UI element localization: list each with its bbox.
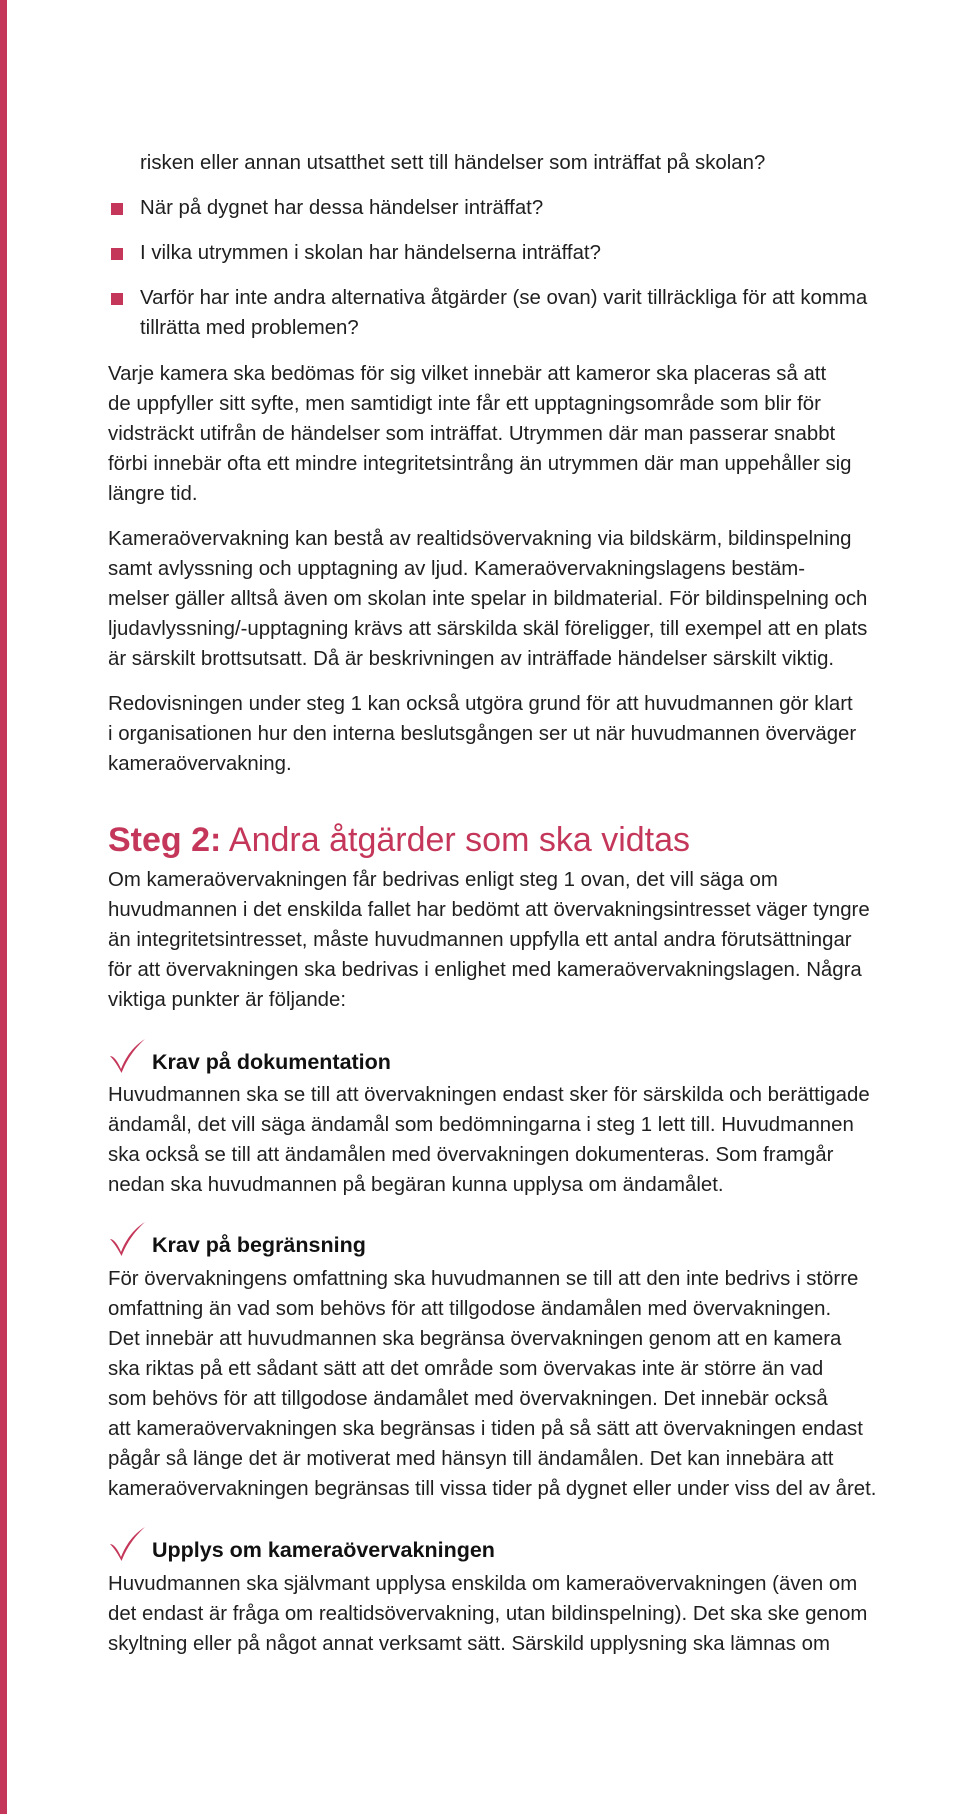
step-title: Andra åtgärder som ska vidtas (221, 821, 691, 859)
paragraph-line: pågår så länge det är motiverat med hänsyn till ändamålen. Det kan innebära att (108, 1448, 834, 1470)
paragraph-line: i organisationen hur den interna beslutsgången ser ut när huvudmannen överväger (108, 723, 857, 745)
paragraph-line: som behövs för att tillgodose ändamålet med övervakningen. Det innebär också (108, 1388, 828, 1410)
paragraph-line: samt avlyssning och upptagning av ljud. Kameraövervakningslagens bestäm- (108, 558, 806, 580)
paragraph-line: att kameraövervakningen ska begränsas i tiden på så sätt att övervakningen endast (108, 1418, 863, 1440)
paragraph (108, 1569, 958, 1659)
page-edge-accent-bar (0, 0, 7, 1814)
square-bullet-icon (111, 293, 123, 305)
paragraph-line: skyltning eller på något annat verksamt sätt. Särskild upplysning ska lämnas om (108, 1633, 830, 1655)
paragraph (108, 1264, 958, 1504)
paragraph-line: omfattning än vad som behövs för att tillgodose ändamålen med övervakningen. (108, 1298, 832, 1320)
checkmark-icon (108, 1524, 146, 1562)
paragraph-line: ljudavlyssning/-upptagning krävs att särskilda skäl föreligger, till exempel att en plats (108, 618, 868, 640)
paragraph-line: ska också se till att ändamålen med övervakningen dokumenteras. Som framgår (108, 1144, 834, 1166)
paragraph-line: vidsträckt utifrån de händelser som inträffat. Utrymmen där man passerar snabbt (108, 423, 836, 445)
square-bullet-icon (111, 203, 123, 215)
paragraph-line: Huvudmannen ska se till att övervakningen endast sker för särskilda och berättigade (108, 1084, 870, 1106)
checkmark-icon (108, 1036, 146, 1074)
paragraph-line: de uppfyller sitt syfte, men samtidigt inte får ett upptagningsområde som blir för (108, 393, 821, 415)
paragraph-line: Varje kamera ska bedömas för sig vilket innebär att kameror ska placeras så att (108, 363, 827, 385)
step-number: Steg 2: (108, 821, 222, 859)
list-item-text: Varför har inte andra alternativa åtgärder (se ovan) varit tillräckliga för att komma (140, 287, 868, 309)
requirement-title: Upplys om kameraövervakningen (152, 1538, 495, 1562)
paragraph-line: för att övervakningen ska bedrivas i enlighet med kameraövervakningslagen. Några (108, 959, 862, 981)
list-item-text: När på dygnet har dessa händelser inträffat? (140, 197, 544, 219)
paragraph-line: För övervakningens omfattning ska huvudmannen se till att den inte bedrivs i större (108, 1268, 859, 1290)
requirement-heading (108, 1219, 958, 1259)
list-item-text: tillrätta med problemen? (140, 317, 359, 339)
bullet-continuation (140, 148, 958, 178)
paragraph-line: är särskilt brottsutsatt. Då är beskrivningen av inträffade händelser särskilt viktig. (108, 648, 835, 670)
paragraph-line: Kameraövervakning kan bestå av realtidsövervakning via bildskärm, bildinspelning (108, 528, 852, 550)
paragraph-line: Om kameraövervakningen får bedrivas enligt steg 1 ovan, det vill säga om (108, 869, 778, 891)
requirement-title: Krav på dokumentation (152, 1050, 391, 1074)
paragraph-line: Det innebär att huvudmannen ska begränsa övervakningen genom att en kamera (108, 1328, 842, 1350)
bullet-continuation-text: risken eller annan utsatthet sett till händelser som inträffat på skolan? (140, 152, 766, 174)
paragraph (108, 524, 958, 674)
paragraph-line: kameraövervakning. (108, 753, 292, 775)
paragraph (108, 359, 958, 509)
paragraph-line: ändamål, det vill säga ändamål som bedömningarna i steg 1 lett till. Huvudmannen (108, 1114, 854, 1136)
requirement-title: Krav på begränsning (152, 1233, 366, 1257)
paragraph-line: förbi innebär ofta ett mindre integritetsintrång än utrymmen där man uppehåller sig (108, 453, 852, 475)
square-bullet-icon (111, 248, 123, 260)
paragraph-line: än integritetsintresset, måste huvudmannen uppfylla ett antal andra förutsättningar (108, 929, 852, 951)
paragraph (108, 865, 958, 1015)
list-item-text: I vilka utrymmen i skolan har händelserna inträffat? (140, 242, 601, 264)
paragraph (108, 689, 958, 779)
paragraph-line: viktiga punkter är följande: (108, 989, 347, 1011)
paragraph-line: det endast är fråga om realtidsövervakning, utan bildinspelning). Det ska ske genom (108, 1603, 868, 1625)
section-heading (108, 818, 690, 862)
paragraph-line: längre tid. (108, 483, 198, 505)
paragraph-line: melser gäller alltså även om skolan inte spelar in bildmaterial. För bildinspelning och (108, 588, 868, 610)
paragraph-line: ska riktas på ett sådant sätt att det område som övervakas inte är större än vad (108, 1358, 824, 1380)
paragraph-line: kameraövervakningen begränsas till vissa tider på dygnet eller under viss del av året. (108, 1478, 877, 1500)
requirement-heading (108, 1524, 958, 1564)
paragraph-line: Huvudmannen ska självmant upplysa enskilda om kameraövervakningen (även om (108, 1573, 858, 1595)
paragraph-line: nedan ska huvudmannen på begäran kunna upplysa om ändamålet. (108, 1174, 724, 1196)
requirement-heading (108, 1036, 958, 1076)
paragraph-line: huvudmannen i det enskilda fallet har bedömt att övervakningsintresset väger tyngre (108, 899, 870, 921)
paragraph-line: Redovisningen under steg 1 kan också utgöra grund för att huvudmannen gör klart (108, 693, 853, 715)
paragraph (108, 1080, 958, 1200)
checkmark-icon (108, 1219, 146, 1257)
